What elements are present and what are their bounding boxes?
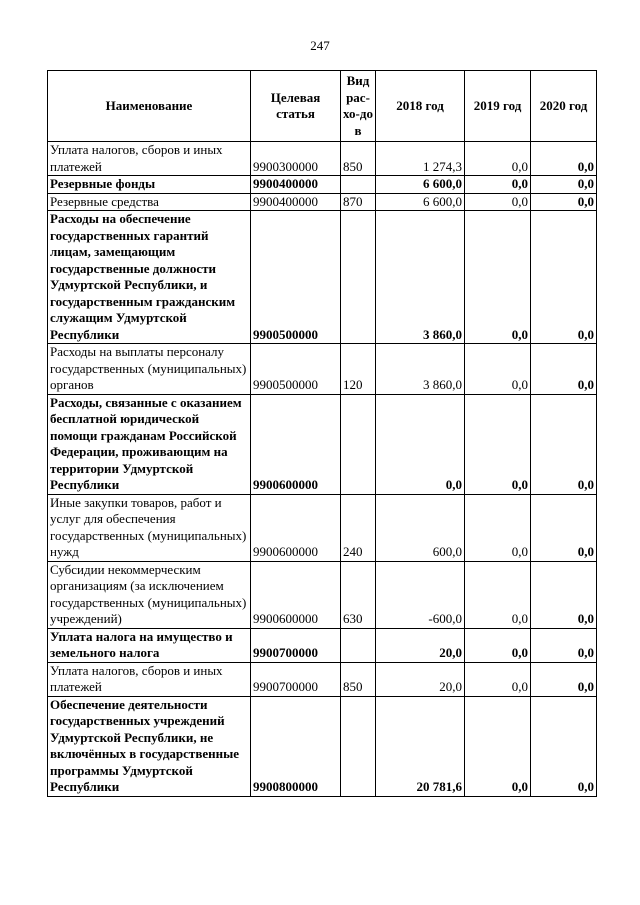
row-value-2019: 0,0	[465, 176, 531, 194]
row-target-article: 9900500000	[251, 344, 341, 395]
row-expense-type	[341, 176, 376, 194]
row-value-2019: 0,0	[465, 662, 531, 696]
row-value-2020: 0,0	[531, 142, 597, 176]
row-target-article: 9900800000	[251, 696, 341, 796]
row-name: Иные закупки товаров, работ и услуг для обеспечения государственных (муниципальных) нужд	[48, 494, 251, 561]
row-name: Резервные средства	[48, 193, 251, 211]
row-target-article: 9900700000	[251, 628, 341, 662]
row-expense-type: 870	[341, 193, 376, 211]
row-value-2020: 0,0	[531, 696, 597, 796]
row-value-2018: 20,0	[376, 628, 465, 662]
row-target-article: 9900600000	[251, 394, 341, 494]
row-value-2018: 20,0	[376, 662, 465, 696]
row-value-2019: 0,0	[465, 211, 531, 344]
row-name: Расходы на выплаты персоналу государственных (муниципальных) органов	[48, 344, 251, 395]
row-expense-type: 120	[341, 344, 376, 395]
row-value-2019: 0,0	[465, 142, 531, 176]
row-value-2018: 6 600,0	[376, 176, 465, 194]
row-value-2019: 0,0	[465, 394, 531, 494]
table-row	[48, 193, 597, 211]
row-value-2019: 0,0	[465, 494, 531, 561]
row-name: Расходы, связанные с оказанием бесплатной юридической помощи гражданам Российской Федерации, проживающим на территории Удмуртской Республики	[48, 394, 251, 494]
row-value-2020: 0,0	[531, 394, 597, 494]
table-row	[48, 494, 597, 561]
header-2019: 2019 год	[465, 71, 531, 142]
row-expense-type: 240	[341, 494, 376, 561]
row-expense-type: 850	[341, 142, 376, 176]
row-expense-type	[341, 696, 376, 796]
row-value-2019: 0,0	[465, 344, 531, 395]
row-value-2020: 0,0	[531, 662, 597, 696]
row-name: Расходы на обеспечение государственных гарантий лицам, замещающим государственные должности Удмуртской Республики, и государственным гражданским служащим Удмуртской Республики	[48, 211, 251, 344]
row-target-article: 9900300000	[251, 142, 341, 176]
row-name: Обеспечение деятельности государственных учреждений Удмуртской Республики, не включённых в государственные программы Удмуртской Республики	[48, 696, 251, 796]
row-value-2020: 0,0	[531, 628, 597, 662]
row-value-2018: 3 860,0	[376, 211, 465, 344]
row-value-2018: 3 860,0	[376, 344, 465, 395]
row-value-2019: 0,0	[465, 696, 531, 796]
header-expense-type: Вид рас-хо-дов	[341, 71, 376, 142]
row-value-2020: 0,0	[531, 494, 597, 561]
table-row	[48, 628, 597, 662]
row-expense-type: 850	[341, 662, 376, 696]
row-expense-type	[341, 628, 376, 662]
table-row	[48, 176, 597, 194]
header-name: Наименование	[48, 71, 251, 142]
row-expense-type	[341, 211, 376, 344]
row-name: Уплата налогов, сборов и иных платежей	[48, 662, 251, 696]
header-2018: 2018 год	[376, 71, 465, 142]
table-row	[48, 344, 597, 395]
row-value-2018: 0,0	[376, 394, 465, 494]
table-row	[48, 142, 597, 176]
row-value-2019: 0,0	[465, 561, 531, 628]
row-expense-type	[341, 394, 376, 494]
row-target-article: 9900600000	[251, 494, 341, 561]
row-value-2018: 600,0	[376, 494, 465, 561]
table-body	[48, 142, 597, 797]
row-value-2020: 0,0	[531, 211, 597, 344]
row-name: Уплата налогов, сборов и иных платежей	[48, 142, 251, 176]
header-target-article: Целевая статья	[251, 71, 341, 142]
row-name: Резервные фонды	[48, 176, 251, 194]
row-value-2020: 0,0	[531, 176, 597, 194]
row-value-2020: 0,0	[531, 344, 597, 395]
row-value-2019: 0,0	[465, 628, 531, 662]
table-header-row	[48, 71, 597, 142]
row-value-2020: 0,0	[531, 193, 597, 211]
row-target-article: 9900500000	[251, 211, 341, 344]
row-value-2018: 1 274,3	[376, 142, 465, 176]
header-2020: 2020 год	[531, 71, 597, 142]
row-value-2019: 0,0	[465, 193, 531, 211]
page-number: 247	[310, 38, 330, 53]
row-value-2018: 6 600,0	[376, 193, 465, 211]
row-name: Субсидии некоммерческим организациям (за исключением государственных (муниципальных) учреждений)	[48, 561, 251, 628]
row-value-2018: 20 781,6	[376, 696, 465, 796]
table-row	[48, 696, 597, 796]
row-target-article: 9900600000	[251, 561, 341, 628]
row-value-2020: 0,0	[531, 561, 597, 628]
budget-table	[47, 70, 597, 797]
table-row	[48, 662, 597, 696]
row-target-article: 9900700000	[251, 662, 341, 696]
row-expense-type: 630	[341, 561, 376, 628]
table-row	[48, 211, 597, 344]
row-value-2018: -600,0	[376, 561, 465, 628]
table-row	[48, 561, 597, 628]
row-name: Уплата налога на имущество и земельного налога	[48, 628, 251, 662]
row-target-article: 9900400000	[251, 176, 341, 194]
row-target-article: 9900400000	[251, 193, 341, 211]
table-row	[48, 394, 597, 494]
